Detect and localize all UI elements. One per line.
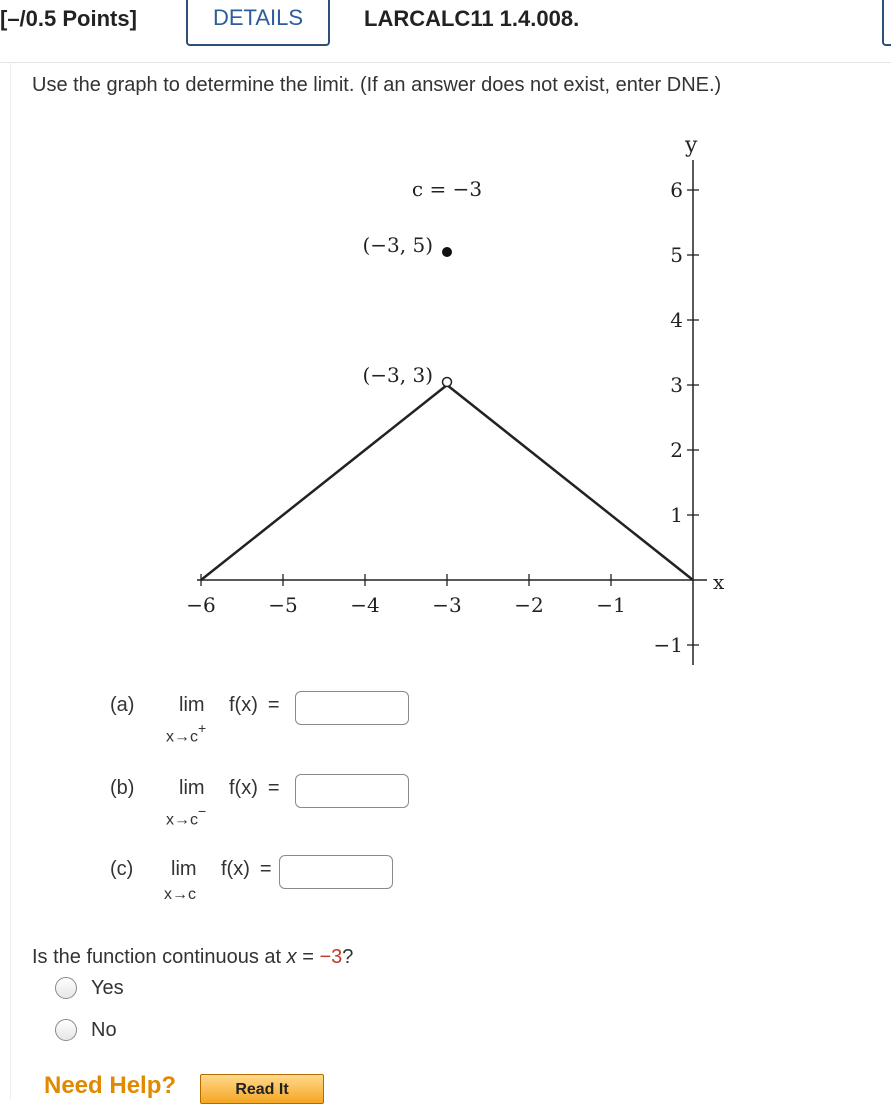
radio-no[interactable] [55, 1019, 77, 1041]
function-expr [229, 694, 280, 717]
answer-input-c[interactable] [279, 855, 393, 889]
need-help-label: Need Help? [44, 1072, 177, 1099]
lim-approach: x→c [166, 728, 198, 746]
y-tick-label: 6 [670, 178, 683, 202]
x-tick-label: −4 [350, 593, 380, 617]
lim-side: − [198, 803, 207, 819]
x-tick-label: −6 [186, 593, 216, 617]
read-it-button[interactable]: Read It [200, 1074, 324, 1104]
radio-yes[interactable] [55, 977, 77, 999]
lim-operator: lim [179, 694, 205, 716]
points-label: [–/0.5 Points] [0, 6, 137, 31]
lim-subscript [166, 722, 206, 746]
lim-side: + [198, 720, 207, 736]
continuity-prefix: Is the function continuous at [32, 946, 282, 968]
y-tick-label: −1 [653, 633, 683, 657]
continuity-variable: x [286, 946, 297, 968]
x-axis-label: x [713, 570, 725, 594]
x-tick-label: −2 [514, 593, 544, 617]
series-line-1 [447, 385, 693, 580]
filled-point-label: (−3, 5) [362, 233, 433, 257]
part-label: (a) [110, 694, 135, 716]
lim-subscript [166, 805, 206, 829]
function-expr [229, 777, 280, 800]
details-tab[interactable]: DETAILS [186, 0, 330, 46]
c-annotation: c = −3 [411, 177, 483, 201]
continuity-eq: = [302, 946, 314, 968]
fx-text: f(x) [229, 777, 258, 799]
option-yes[interactable] [55, 974, 124, 1002]
y-tick-label: 2 [670, 438, 683, 462]
option-yes-label: Yes [91, 976, 124, 999]
option-no-label: No [91, 1018, 117, 1041]
equals-sign: = [267, 694, 280, 716]
part-label: (b) [110, 777, 135, 799]
equals-sign: = [267, 777, 280, 799]
y-tick-label: 1 [670, 503, 683, 527]
continuity-value: −3 [319, 946, 343, 968]
filled-point [442, 247, 452, 257]
equals-sign: = [259, 858, 272, 880]
fx-text: f(x) [221, 858, 250, 880]
lim-operator: lim [179, 777, 205, 799]
lim-subscript [164, 886, 196, 904]
lim-approach: x→c [164, 886, 196, 903]
part-label: (c) [110, 858, 134, 880]
answer-input-a[interactable] [295, 691, 409, 725]
continuity-suffix: ? [342, 946, 354, 968]
open-point-label: (−3, 3) [362, 363, 433, 387]
lim-approach: x→c [166, 811, 198, 829]
x-tick-label: −1 [596, 593, 626, 617]
continuity-question [32, 946, 353, 969]
open-point [443, 378, 452, 387]
problem-id: LARCALC11 1.4.008. [364, 6, 580, 31]
option-no[interactable] [55, 1016, 117, 1044]
y-tick-label: 5 [670, 243, 683, 267]
fx-text: f(x) [229, 694, 258, 716]
x-tick-label: −3 [432, 593, 462, 617]
y-axis-label: y [685, 133, 698, 158]
lim-operator: lim [171, 858, 197, 880]
series-line-0 [201, 385, 447, 580]
answer-input-b[interactable] [295, 774, 409, 808]
question-text: Use the graph to determine the limit. (If an answer does not exist, enter DNE.) [32, 74, 722, 96]
y-tick-label: 4 [670, 308, 683, 332]
function-expr [221, 858, 272, 881]
x-tick-label: −5 [268, 593, 298, 617]
y-tick-label: 3 [670, 373, 683, 397]
